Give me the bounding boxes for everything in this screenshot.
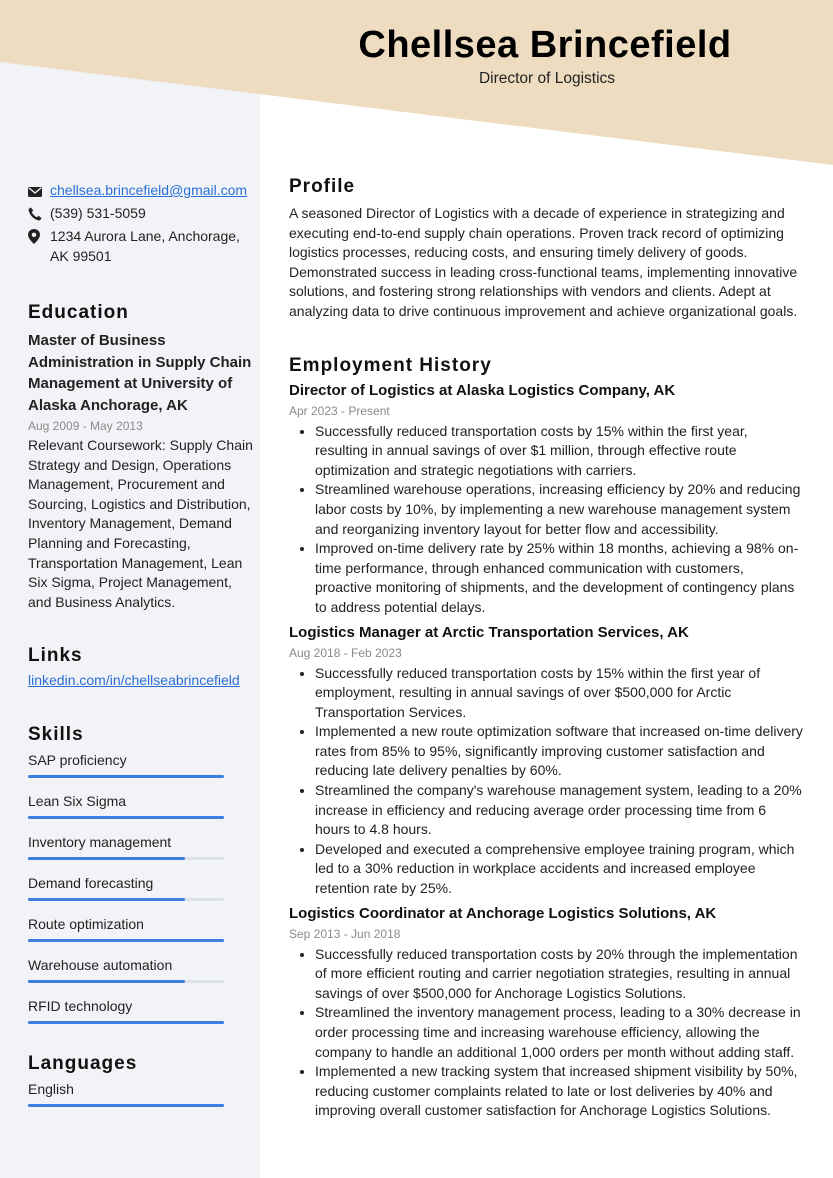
- skill-bar-fill: [28, 898, 185, 901]
- skill-name: RFID technology: [28, 998, 133, 1015]
- sidebar: [28, 180, 253, 1120]
- candidate-name: Chellsea Brincefield: [358, 24, 732, 66]
- skill-bar-track: [28, 1021, 224, 1024]
- main-content: [289, 176, 804, 1126]
- job-bullet: • Streamlined the inventory management process, leading to a 30% decrease in order processing time and increasing warehouse efficiency, allowing the company to handle an additional 1,000 orders per month without adding staff.: [315, 1003, 804, 1062]
- skill-item: [28, 996, 253, 1024]
- job-title: Logistics Coordinator at Anchorage Logistics Solutions, AK: [289, 904, 717, 922]
- education-description: Relevant Coursework: Supply Chain Strategy and Design, Operations Management, Procurement and Sourcing, Logistics and Distribution, Inventory Management, Demand Planning and Forecasting, Transportation Management, Lean Six Sigma, Project Management, and Business Analytics.: [28, 437, 253, 610]
- map-pin-icon: [28, 226, 50, 249]
- skill-bar-fill: [28, 775, 224, 778]
- language-name: English: [28, 1081, 74, 1098]
- skill-bar-fill: [28, 980, 185, 983]
- education-degree: Master of Business Administration in Supply Chain Management at University of Alaska Anchorage, AK: [28, 332, 252, 414]
- phone-icon: [28, 203, 50, 226]
- skill-bar-fill: [28, 816, 224, 819]
- skill-bar-track: [28, 775, 224, 778]
- job-bullet: • Streamlined the company's warehouse management system, leading to a 20% increase in efficiency and reducing average order processing time from 6 hours to 4.8 hours.: [315, 781, 804, 840]
- job-bullet: • Successfully reduced transportation costs by 15% within the first year, resulting in annual savings of over $1 million, through effective route optimization and strategic negotiations with carriers.: [315, 422, 804, 481]
- jobs-list: [289, 381, 804, 1121]
- language-bar-fill: [28, 1104, 224, 1107]
- address-text: [50, 226, 240, 266]
- language-item: [28, 1079, 253, 1107]
- profile-section: [289, 176, 804, 322]
- skill-item: [28, 873, 253, 901]
- profile-text: A seasoned Director of Logistics with a decade of experience in strategizing and executing end-to-end supply chain operations. Proven track record of optimizing logistics processes, reducing costs, and ensuring timely delivery of goods. Demonstrated success in leading cross-functional teams, implementing innovative solutions, and fostering strong relationships with vendors and clients. Adept at analyzing data to drive continuous improvement and achieve organizational goals.: [289, 205, 798, 319]
- languages-section: [28, 1053, 253, 1107]
- job-entry: [289, 904, 804, 1121]
- job-bullet: • Implemented a new route optimization software that increased on-time delivery rates from 85% to 95%, significantly improving customer satisfaction and reducing late delivery penalties by 60%.: [315, 722, 804, 781]
- job-title: Director of Logistics at Alaska Logistics Company, AK: [289, 381, 676, 399]
- languages-heading: Languages: [28, 1053, 138, 1075]
- envelope-icon: [28, 180, 50, 203]
- job-bullets: [289, 664, 804, 899]
- skill-bar-track: [28, 898, 224, 901]
- job-bullets: [289, 945, 804, 1121]
- skill-item: [28, 955, 253, 983]
- job-dates: Aug 2018 - Feb 2023: [289, 645, 402, 660]
- address-line-2: AK 99501: [50, 248, 112, 264]
- contact-section: [28, 180, 253, 266]
- skill-name: Demand forecasting: [28, 875, 154, 892]
- skill-item: [28, 832, 253, 860]
- employment-heading: Employment History: [289, 354, 492, 376]
- job-bullet: • Successfully reduced transportation costs by 20% through the implementation of more efficient routing and carrier negotiation strategies, resulting in annual savings of over $500,000 for Anchorage Logistics Solutions.: [315, 945, 804, 1004]
- contact-email: [28, 180, 253, 203]
- skills-section: [28, 724, 253, 1024]
- skill-name: Inventory management: [28, 834, 172, 851]
- language-bar-track: [28, 1104, 224, 1107]
- contact-address: [28, 226, 253, 266]
- skill-bar-fill: [28, 1021, 224, 1024]
- languages-list: [28, 1079, 253, 1107]
- address-line-1: 1234 Aurora Lane, Anchorage,: [50, 228, 240, 244]
- job-entry: [289, 623, 804, 899]
- skill-item: [28, 750, 253, 778]
- job-bullet: • Developed and executed a comprehensive employee training program, which led to a 30% reduction in workplace accidents and increased employee retention rate by 25%.: [315, 840, 804, 899]
- skill-name: Route optimization: [28, 916, 144, 933]
- skill-item: [28, 791, 253, 819]
- employment-section: [289, 355, 804, 1121]
- job-bullet: • Improved on-time delivery rate by 25% within 18 months, achieving a 98% on-time performance, through enhanced communication with customers, proactive monitoring of shipments, and the development of contingency plans to address potential delays.: [315, 539, 804, 617]
- skill-bar-track: [28, 857, 224, 860]
- job-dates: Sep 2013 - Jun 2018: [289, 926, 401, 941]
- job-dates: Apr 2023 - Present: [289, 403, 390, 418]
- skill-bar-fill: [28, 857, 185, 860]
- email-link[interactable]: chellsea.brincefield@gmail.com: [50, 182, 248, 198]
- skill-name: Lean Six Sigma: [28, 793, 127, 810]
- skill-bar-fill: [28, 939, 224, 942]
- job-bullet: • Successfully reduced transportation costs by 15% within the first year of employment, resulting in annual savings of over $500,000 for Arctic Transportation Services.: [315, 664, 804, 723]
- phone-number: (539) 531-5059: [50, 205, 146, 221]
- skills-list: [28, 750, 253, 1024]
- skill-bar-track: [28, 980, 224, 983]
- education-heading: Education: [28, 302, 129, 323]
- job-bullet: • Implemented a new tracking system that increased shipment visibility by 50%, reducing customer complaints related to late or lost deliveries by 40% and improving overall customer satisfaction for Anchorage Logistics Solutions.: [315, 1062, 804, 1121]
- skills-heading: Skills: [28, 724, 84, 746]
- job-title: Logistics Manager at Arctic Transportation Services, AK: [289, 623, 689, 641]
- skill-item: [28, 914, 253, 942]
- skill-name: Warehouse automation: [28, 957, 173, 974]
- job-bullet: • Streamlined warehouse operations, increasing efficiency by 20% and reducing labor costs by 10%, by implementing a new warehouse management system and reorganizing inventory layout for better flow and accessibility.: [315, 480, 804, 539]
- links-section: [28, 645, 253, 690]
- job-bullets: [289, 422, 804, 618]
- linkedin-link[interactable]: linkedin.com/in/chellseabrincefield: [28, 672, 240, 689]
- skill-name: SAP proficiency: [28, 752, 127, 769]
- candidate-title: Director of Logistics: [478, 70, 616, 87]
- skill-bar-track: [28, 939, 224, 942]
- profile-heading: Profile: [289, 176, 356, 197]
- education-section: [28, 302, 253, 612]
- links-heading: Links: [28, 645, 83, 667]
- education-dates: Aug 2009 - May 2013: [28, 419, 143, 433]
- job-entry: [289, 381, 804, 618]
- contact-phone: [28, 203, 253, 226]
- skill-bar-track: [28, 816, 224, 819]
